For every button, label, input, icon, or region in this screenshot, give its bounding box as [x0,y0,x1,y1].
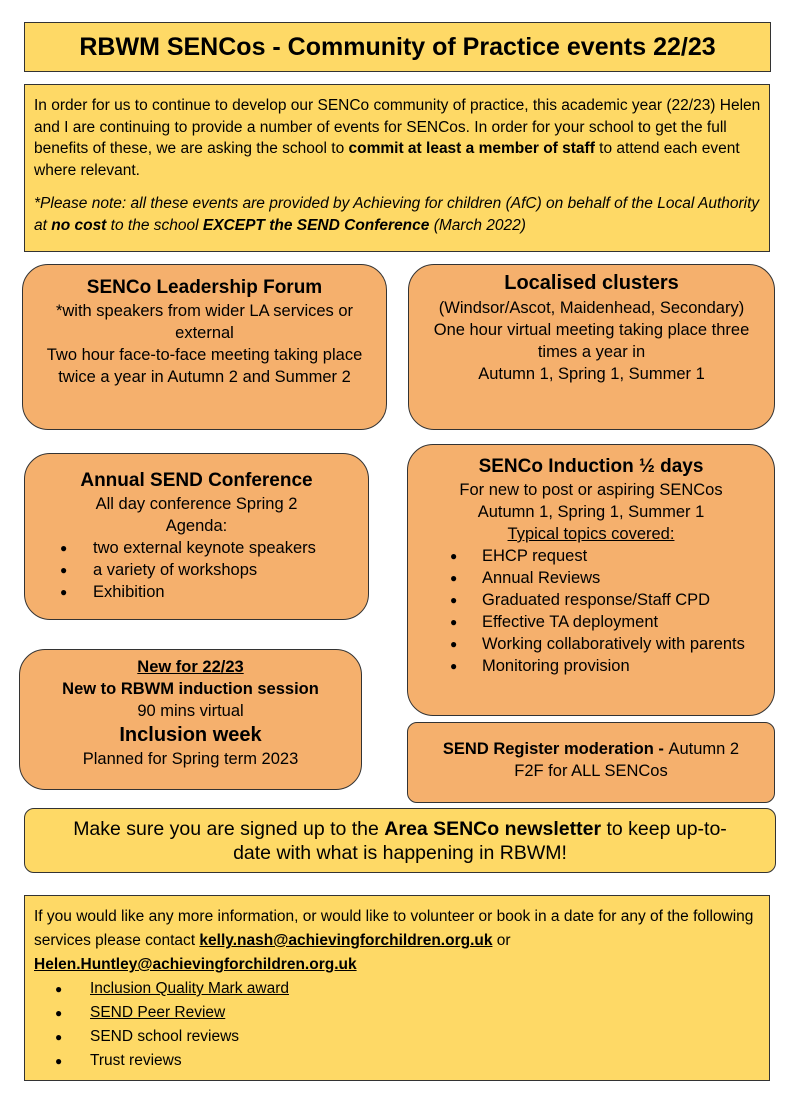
contact-text: If you would like any more information, or would like to volunteer or book in a date for any of the following services please contact [34,908,754,949]
intro-paragraph [34,95,761,181]
list-item: ● Working collaboratively with parents [418,633,764,655]
title-banner [24,22,771,72]
senco-induction-card [407,444,775,716]
moderation-title: SEND Register moderation - [442,740,669,758]
intro-panel [24,84,770,252]
page-title: RBWM SENCos - Community of Practice events 22/23 [79,32,716,61]
inclusion-week-title: Inclusion week [119,724,262,746]
list-item: ● Exhibition [35,581,358,603]
leadership-title: SENCo Leadership Forum [86,277,323,298]
induction-session-title: New to RBWM induction session [62,680,319,698]
cost-note [34,193,761,236]
leadership-speakers: *with speakers from wider LA services or external [55,302,354,342]
moderation-term: Autumn 2 [668,740,740,758]
moderation-line [416,738,766,760]
intro-text: In order for us to continue to develop our SENCo community of practice, this academic year (22/23) Helen and I are continuing to provide a number of events for SENCos. In order for your school to get the full benefits of these, we are asking the school to [34,97,761,157]
inclusion-week-detail: Planned for Spring term 2023 [82,750,299,768]
new-for-label: New for 22/23 [137,658,244,676]
list-item: ● Effective TA deployment [418,611,764,633]
induction-audience: For new to post or aspiring SENCos [459,481,723,499]
leadership-forum-card [22,264,387,430]
clusters-details: One hour virtual meeting taking place three times a year in [433,321,750,361]
intro-emphasis: commit at least a member of staff [348,140,595,157]
list-item: ● SEND school reviews [34,1025,760,1049]
localised-clusters-card [408,264,775,430]
list-item: ● Graduated response/Staff CPD [418,589,764,611]
newsletter-text-end: to keep up-to-date with what is happening in RBWM! [233,817,727,864]
induction-terms: Autumn 1, Spring 1, Summer 1 [477,503,705,521]
inclusion-quality-mark-link[interactable]: Inclusion Quality Mark award [90,980,289,997]
email-link-helen[interactable]: Helen.Huntley@achievingforchildren.org.uk [34,956,357,973]
induction-title: SENCo Induction ½ days [478,456,704,477]
contact-paragraph [34,905,760,977]
list-item: ● a variety of workshops [35,559,358,581]
clusters-terms: Autumn 1, Spring 1, Summer 1 [478,365,705,383]
conference-agenda-list [35,537,358,603]
note-text-mid: to the school [106,216,203,234]
note-text-end: (March 2022) [429,216,526,234]
email-link-kelly[interactable]: kelly.nash@achievingforchildren.org.uk [199,932,493,949]
conference-agenda-label: Agenda: [165,517,228,535]
induction-topics-list [418,545,764,677]
leadership-details: Two hour face-to-face meeting taking place twice a year in Autumn 2 and Summer 2 [46,346,363,386]
induction-topics-heading: Typical topics covered: [507,525,675,543]
list-item: ● Annual Reviews [418,567,764,589]
list-item: ● Monitoring provision [418,655,764,677]
service-inclusion-quality-mark [34,977,760,1001]
new-rbwm-card [19,649,362,790]
newsletter-text-start: Make sure you are signed up to the [73,817,385,840]
conference-when: All day conference Spring 2 [95,495,298,513]
note-text: *Please note: all these events are provided by Achieving for children (AfC) on behalf of the Local Authority at [34,195,760,234]
note-no-cost: no cost [51,216,107,234]
send-peer-review-link[interactable]: SEND Peer Review [90,1004,226,1021]
induction-session-detail: 90 mins virtual [137,702,244,720]
contact-panel [24,895,770,1081]
send-register-moderation-card [407,722,775,803]
newsletter-name: Area SENCo newsletter [384,817,602,840]
contact-or: or [492,932,511,949]
list-item: ● EHCP request [418,545,764,567]
service-send-peer-review [34,1001,760,1025]
clusters-title: Localised clusters [504,272,679,294]
conference-title: Annual SEND Conference [80,470,313,491]
newsletter-banner [24,808,776,873]
list-item: ● Trust reviews [34,1049,760,1073]
clusters-areas: (Windsor/Ascot, Maidenhead, Secondary) [438,299,745,317]
services-list [34,977,760,1073]
note-exception: EXCEPT the SEND Conference [202,216,430,234]
send-conference-card [24,453,369,620]
moderation-audience: F2F for ALL SENCos [514,762,668,780]
newsletter-text [70,817,730,865]
intro-text-end: to attend each event where relevant. [34,140,740,179]
list-item: ● two external keynote speakers [35,537,358,559]
